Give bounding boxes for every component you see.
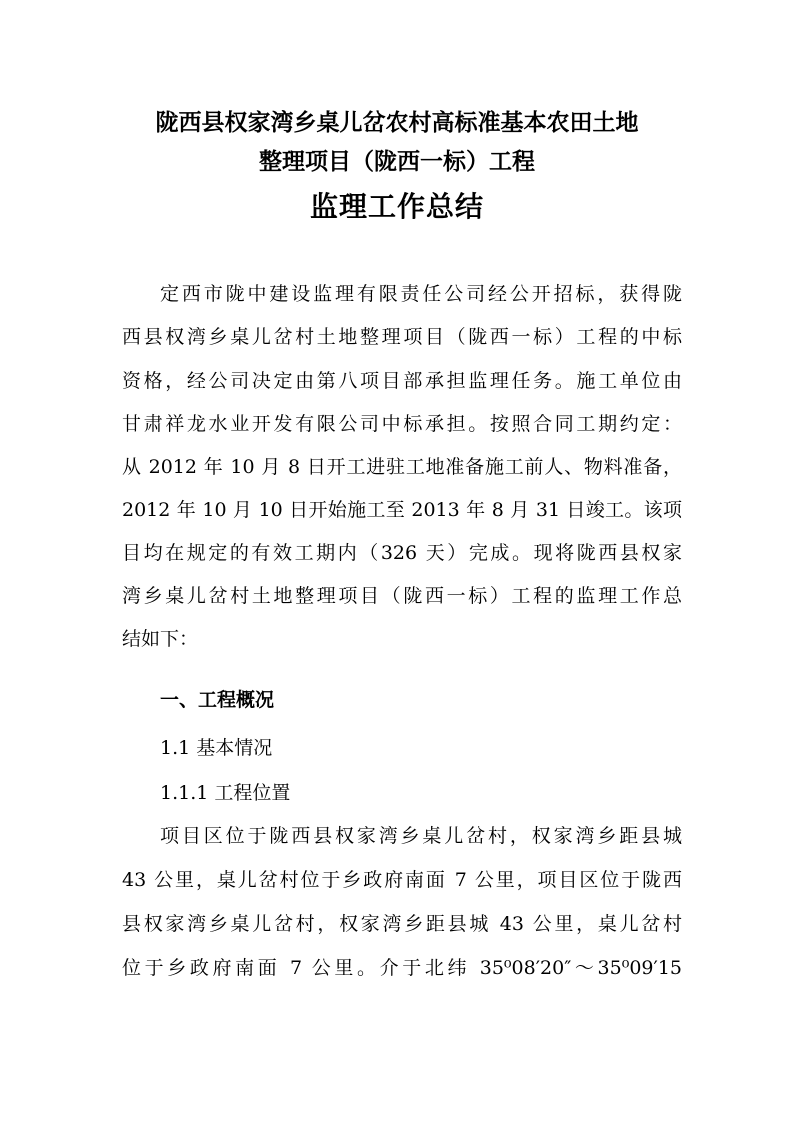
intro-line-1: 定西市陇中建设监理有限责任公司经公开招标，获得陇 bbox=[160, 283, 682, 305]
document-title-main: 监理工作总结 bbox=[309, 190, 484, 223]
section-heading-overview: 一、工程概况 bbox=[160, 689, 275, 711]
intro-line-8: 湾乡桌儿岔村土地整理项目（陇西一标）工程的监理工作总 bbox=[122, 585, 682, 607]
subsection-project-location: 1.1.1 工程位置 bbox=[160, 782, 291, 804]
location-line-4: 位于乡政府南面 7 公里。介于北纬 35⁰08′20″～35⁰09′15 bbox=[122, 957, 682, 979]
document-title-line-2: 整理项目（陇西一标）工程 bbox=[259, 148, 535, 175]
intro-line-3: 资格，经公司决定由第八项目部承担监理任务。施工单位由 bbox=[122, 370, 682, 392]
intro-line-5: 从 2012 年 10 月 8 日开工进驻工地准备施工前人、物料准备， bbox=[122, 456, 682, 478]
intro-line-6: 2012 年 10 月 10 日开始施工至 2013 年 8 月 31 日竣工。该项 bbox=[122, 499, 682, 521]
location-line-2: 43 公里，桌儿岔村位于乡政府南面 7 公里，项目区位于陇西 bbox=[122, 869, 682, 891]
location-line-3: 县权家湾乡桌儿岔村，权家湾乡距县城 43 公里，桌儿岔村 bbox=[122, 913, 682, 935]
intro-line-7: 目均在规定的有效工期内（326 天）完成。现将陇西县权家 bbox=[122, 542, 682, 564]
document-title-line-1: 陇西县权家湾乡桌儿岔农村高标准基本农田土地 bbox=[155, 109, 639, 136]
intro-line-9: 结如下： bbox=[122, 628, 199, 650]
intro-line-4: 甘肃祥龙水业开发有限公司中标承担。按照合同工期约定： bbox=[122, 413, 682, 435]
intro-line-2: 西县权湾乡桌儿岔村土地整理项目（陇西一标）工程的中标 bbox=[122, 326, 682, 348]
subsection-basic-info: 1.1 基本情况 bbox=[160, 737, 273, 759]
location-line-1: 项目区位于陇西县权家湾乡桌儿岔村，权家湾乡距县城 bbox=[160, 825, 682, 847]
